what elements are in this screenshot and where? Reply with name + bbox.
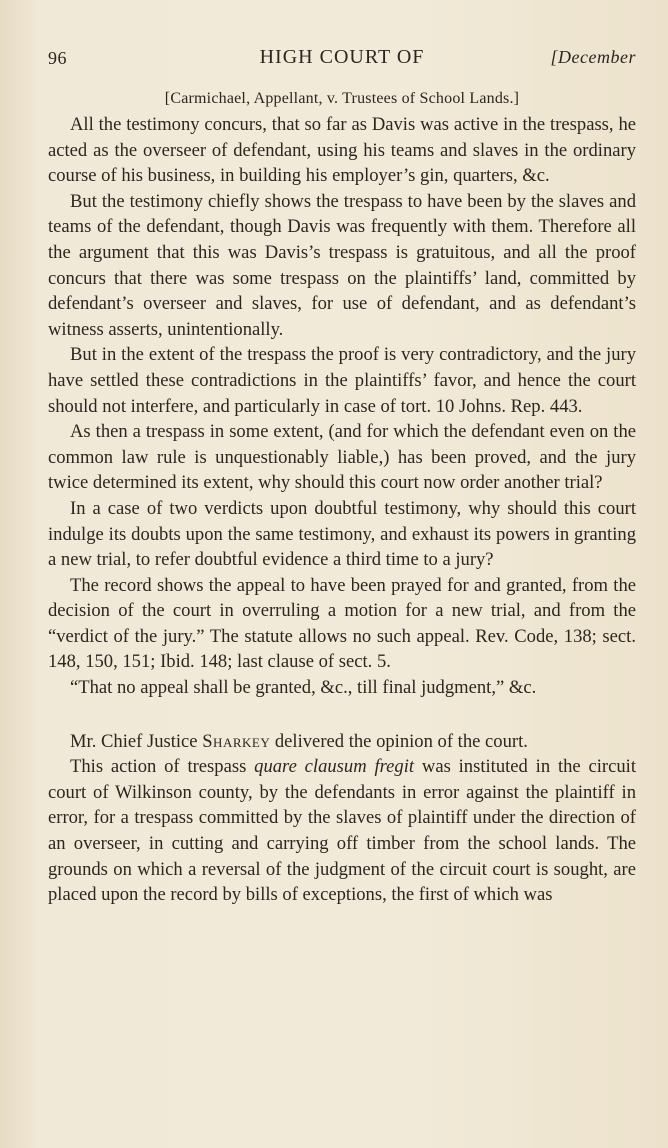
latin-phrase: quare clausum fregit	[254, 756, 415, 778]
justice-name: Sharkey	[202, 730, 271, 752]
paragraph-trespass-proved: As then a trespass in some extent, (and for which the defendant even on the common law rule is unquestionably liable,) has been proved, and the jury twice determined its extent, why should this court now order another trial?	[48, 421, 636, 494]
paragraph-extent-of-trespass: But in the extent of the trespass the proof is very contradictory, and the jury have settled these contradictions in the plaintiffs’ favor, and hence the court should not interfere, and particularly in case of tort. 10 Johns. Rep. 443.	[48, 344, 636, 417]
running-title: HIGH COURT OF	[259, 46, 425, 68]
paragraph-testimony-concurs: All the testimony concurs, that so far as Davis was active in the trespass, he acted as the overseer of defendant, using his teams and slaves in the ordinary course of his business, in building his employer’s gin, quarters, &c.	[48, 114, 636, 187]
book-page	[48, 42, 636, 908]
paragraph-record-appeal: The record shows the appeal to have been prayed for and granted, from the decision of the court in overruling a motion for a new trial, and from the “verdict of the jury.” The statute allows no such appeal. Rev. Code, 138; sect. 148, 150, 151; Ibid. 148; last clause of sect. 5.	[48, 574, 636, 673]
running-head	[48, 42, 636, 76]
opinion-body-after: was instituted in the circuit court of Wilkinson county, by the defendants in error against the plaintiff in error, for a trespass committed by the slaves of plaintiff under the direction of an overseer, in cutting and carrying off timber from the school lands. The grounds on which a reversal of the judgment of the circuit court is sought, are placed upon the record by bills of exceptions, the first of which was	[48, 756, 636, 906]
opinion-body	[48, 754, 636, 908]
page-number: 96	[48, 48, 67, 68]
opinion-body-before: This action of trespass	[70, 756, 255, 778]
paragraph-testimony-chiefly: But the testimony chiefly shows the trespass to have been by the slaves and teams of the defendant, though Davis was frequently with them. Therefore all the argument that this was Davis’s trespass is gratuitous, and all the proof concurs that there was some trespass on the plaintiffs’ land, committed by defendant’s overseer and slaves, for use of defendant, and as defendant’s witness asserts, unintentionally.	[48, 190, 636, 340]
running-date: [December	[550, 47, 636, 67]
paragraph-two-verdicts: In a case of two verdicts upon doubtful testimony, why should this court indulge its doubts upon the same testimony, and exhaust its powers in granting a new trial, to refer doubtful evidence a third time to a jury?	[48, 497, 636, 571]
opinion-intro-after: delivered the opinion of the court.	[270, 730, 528, 752]
case-caption: [Carmichael, Appellant, v. Trustees of School Lands.]	[164, 90, 520, 107]
opinion-intro-before: Mr. Chief Justice	[70, 730, 203, 752]
paragraph-statute-quote: “That no appeal shall be granted, &c., till final judgment,” &c.	[70, 677, 537, 699]
opinion-intro	[48, 729, 636, 755]
